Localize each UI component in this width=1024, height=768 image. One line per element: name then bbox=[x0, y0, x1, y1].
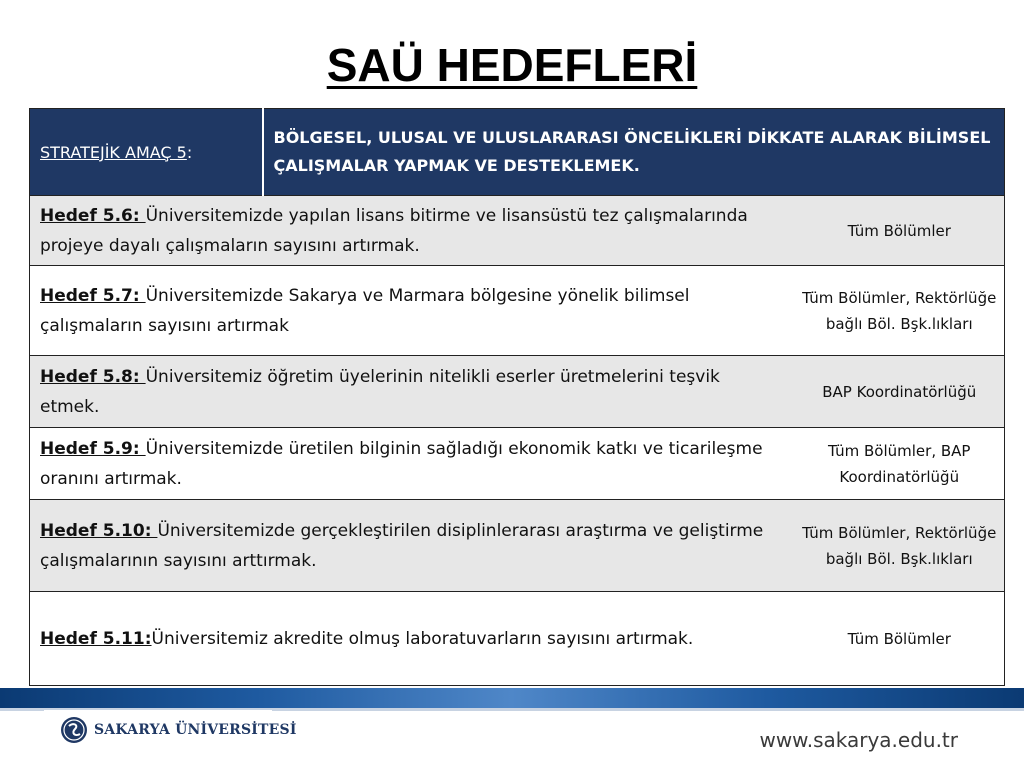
responsible-unit: Tüm Bölümler, BAP Koordinatörlüğü bbox=[795, 428, 1005, 500]
header-text: BÖLGESEL, ULUSAL VE ULUSLARARASI ÖNCELİKLERİ DİKKATE ALARAK BİLİMSEL ÇALIŞMALAR YAPMAK VE DESTEKLEMEK. bbox=[263, 109, 1005, 196]
header-label: STRATEJİK AMAÇ 5 bbox=[40, 142, 187, 162]
slide-title bbox=[0, 38, 1024, 92]
table-row bbox=[30, 356, 1005, 428]
website-url: www.sakarya.edu.tr bbox=[759, 728, 958, 752]
header-label-suffix: : bbox=[186, 142, 193, 162]
table-row bbox=[30, 592, 1005, 686]
table-row bbox=[30, 500, 1005, 592]
table-row bbox=[30, 196, 1005, 266]
goal-code: Hedef 5.11: bbox=[40, 628, 152, 649]
university-emblem-icon bbox=[60, 716, 88, 744]
responsible-unit: BAP Koordinatörlüğü bbox=[795, 356, 1005, 428]
header-row bbox=[30, 109, 1005, 196]
responsible-unit: Tüm Bölümler bbox=[795, 592, 1005, 686]
goal-cell bbox=[30, 592, 795, 686]
goal-cell bbox=[30, 196, 795, 266]
table-row bbox=[30, 266, 1005, 356]
goal-cell bbox=[30, 356, 795, 428]
responsible-unit: Tüm Bölümler, Rektörlüğe bağlı Böl. Bşk.lıkları bbox=[795, 500, 1005, 592]
university-logo bbox=[60, 716, 297, 744]
header-label-cell bbox=[30, 109, 263, 196]
goal-cell bbox=[30, 500, 795, 592]
goal-cell bbox=[30, 428, 795, 500]
goal-text: Üniversitemizde üretilen bilginin sağladığı ekonomik katkı ve ticarileşme oranını artırmak. bbox=[40, 438, 763, 489]
slide-title-text: SAÜ HEDEFLERİ bbox=[326, 39, 698, 91]
goal-cell bbox=[30, 266, 795, 356]
responsible-unit: Tüm Bölümler bbox=[795, 196, 1005, 266]
goal-text: Üniversitemiz akredite olmuş laboratuvarların sayısını artırmak. bbox=[151, 628, 694, 649]
goals-table bbox=[29, 108, 1005, 686]
responsible-unit: Tüm Bölümler, Rektörlüğe bağlı Böl. Bşk.lıkları bbox=[795, 266, 1005, 356]
goal-text: Üniversitemizde Sakarya ve Marmara bölgesine yönelik bilimsel çalışmaların sayısını artırmak bbox=[40, 285, 690, 336]
goal-code: Hedef 5.10: bbox=[40, 520, 158, 541]
footer-band bbox=[0, 688, 1024, 708]
goal-text: Üniversitemiz öğretim üyelerinin nitelikli eserler üretmelerini teşvik etmek. bbox=[40, 366, 720, 417]
goal-code: Hedef 5.8: bbox=[40, 366, 146, 387]
goal-code: Hedef 5.7: bbox=[40, 285, 146, 306]
goal-text: Üniversitemizde yapılan lisans bitirme ve lisansüstü tez çalışmalarında projeye dayalı çalışmaların sayısını artırmak. bbox=[40, 205, 748, 256]
goal-code: Hedef 5.6: bbox=[40, 205, 146, 226]
logo-text: SAKARYA ÜNİVERSİTESİ bbox=[94, 722, 297, 738]
goal-text: Üniversitemizde gerçekleştirilen disiplinlerarası araştırma ve geliştirme çalışmalarının sayısını arttırmak. bbox=[40, 520, 764, 571]
goal-code: Hedef 5.9: bbox=[40, 438, 146, 459]
table-row bbox=[30, 428, 1005, 500]
